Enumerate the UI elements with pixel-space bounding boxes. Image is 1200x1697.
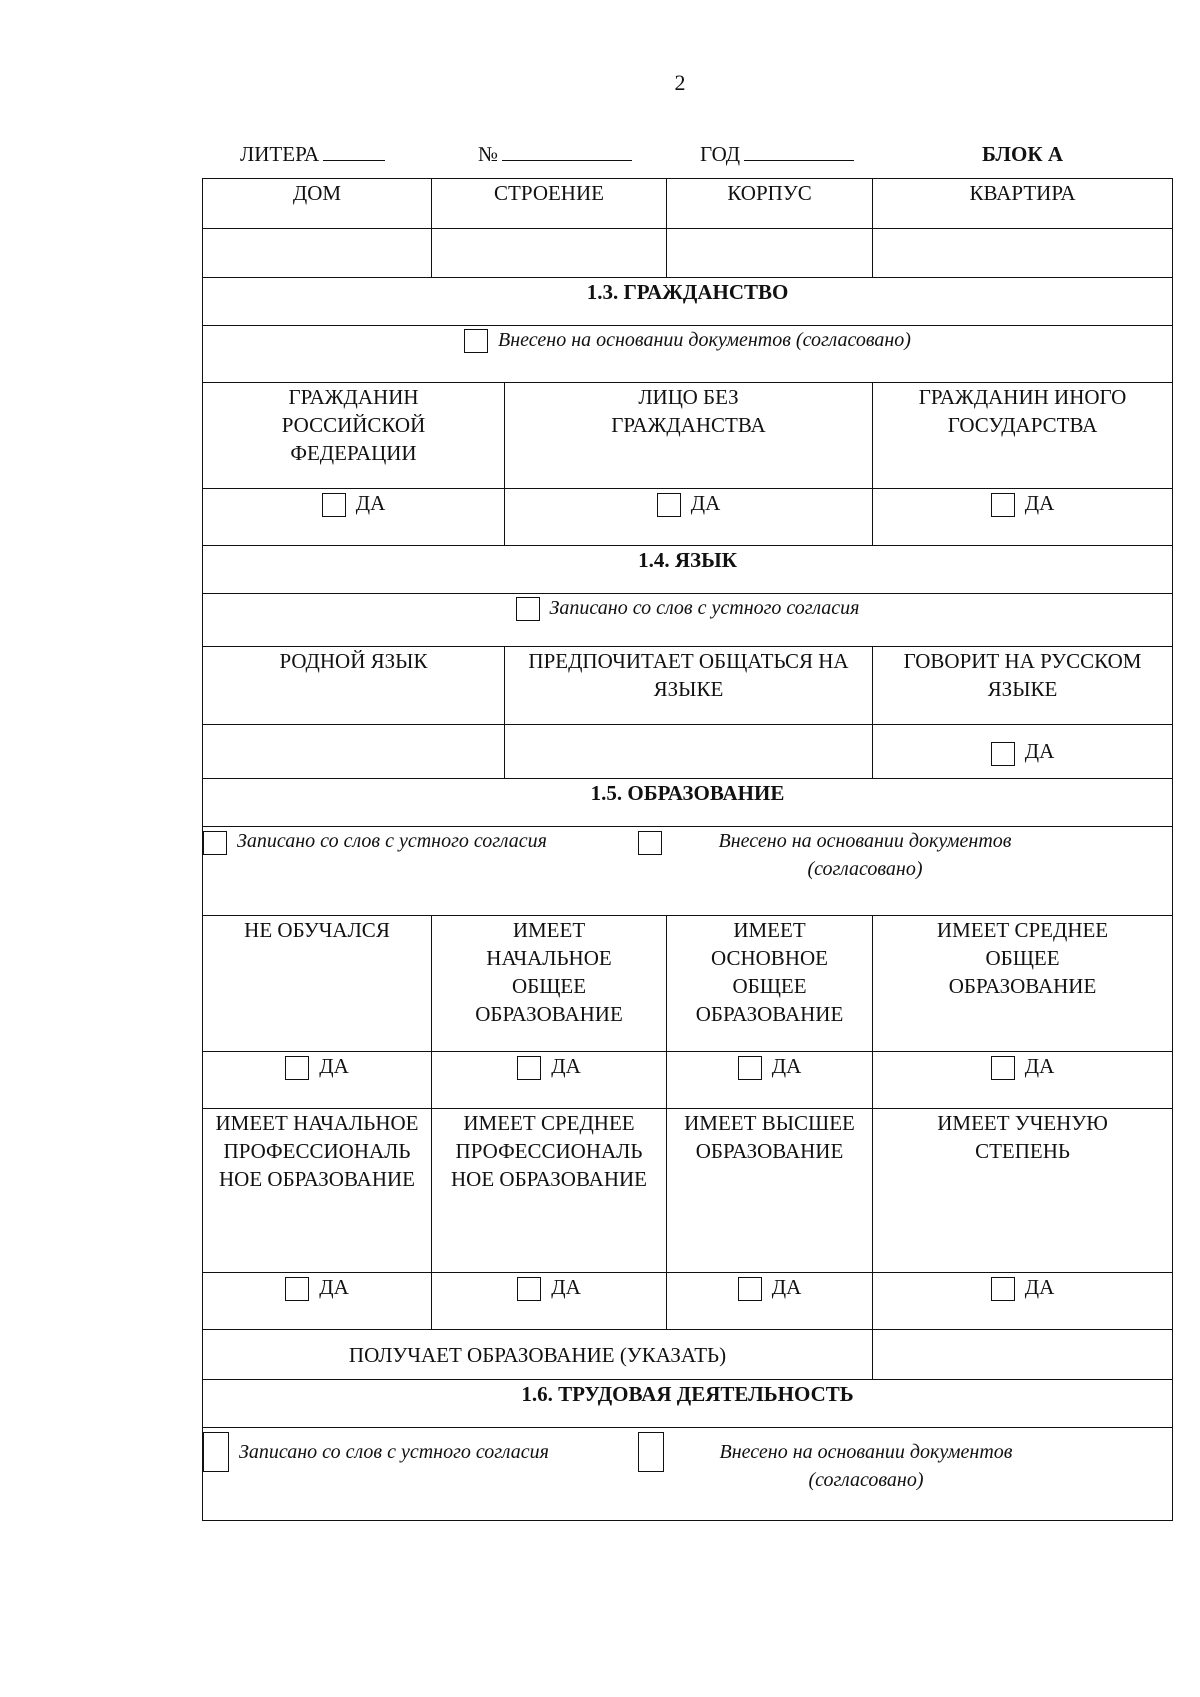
yes-label: ДА <box>319 1054 349 1078</box>
employment-oral-checkbox[interactable] <box>203 1432 229 1472</box>
col-building: СТРОЕНИЕ <box>432 179 667 229</box>
native-language-header: РОДНОЙ ЯЗЫК <box>203 647 505 725</box>
block-label: БЛОК А <box>982 142 1063 166</box>
citizenship-docs-checkbox[interactable] <box>464 329 488 353</box>
edu-academic-degree-checkbox[interactable] <box>991 1277 1015 1301</box>
preferred-language-label: ПРЕДПОЧИТАЕТ ОБЩАТЬСЯ НА ЯЗЫКЕ <box>528 649 849 701</box>
edu-academic-degree-label: ИМЕЕТ УЧЕНУЮ СТЕПЕНЬ <box>937 1111 1108 1163</box>
yes-label: ДА <box>1024 491 1055 515</box>
yes-label: ДА <box>690 491 721 515</box>
employment-note-docs: Внесено на основании документов (согласовано) <box>719 1441 1013 1491</box>
citizenship-note-text: Внесено на основании документов (согласовано) <box>498 329 911 351</box>
edu-secondary-general <box>873 916 1173 1052</box>
language-note-text: Записано со слов с устного согласия <box>549 597 860 619</box>
edu-academic-degree-yes <box>873 1273 1173 1330</box>
edu-none-checkbox[interactable] <box>285 1056 309 1080</box>
employment-docs-checkbox[interactable] <box>638 1432 664 1472</box>
language-note-row <box>203 594 1173 647</box>
number-label <box>478 142 632 167</box>
speaks-russian-header <box>873 647 1173 725</box>
edu-primary-general-yes <box>432 1052 667 1109</box>
edu-higher-checkbox[interactable] <box>738 1277 762 1301</box>
page-number: 2 <box>674 70 686 95</box>
stateless-checkbox[interactable] <box>657 493 681 517</box>
edu-none: НЕ ОБУЧАЛСЯ <box>203 916 432 1052</box>
yes-label: ДА <box>551 1275 581 1299</box>
yes-label: ДА <box>1024 739 1055 764</box>
receiving-education-label: ПОЛУЧАЕТ ОБРАЗОВАНИЕ (УКАЗАТЬ) <box>203 1330 873 1380</box>
yes-label: ДА <box>1024 1275 1055 1299</box>
edu-primary-general-label: ИМЕЕТ НАЧАЛЬНОЕ ОБЩЕЕ ОБРАЗОВАНИЕ <box>475 918 623 1026</box>
option-russian-citizen <box>203 383 505 489</box>
education-note-docs: Внесено на основании документов (согласовано) <box>718 830 1012 880</box>
edu-academic-degree <box>873 1109 1173 1273</box>
yes-label: ДА <box>771 1054 802 1078</box>
edu-higher-label: ИМЕЕТ ВЫСШЕЕ ОБРАЗОВАНИЕ <box>684 1111 855 1163</box>
section-education-title: 1.5. ОБРАЗОВАНИЕ <box>203 779 1173 827</box>
yes-label: ДА <box>355 491 386 515</box>
edu-basic-general-label: ИМЕЕТ ОСНОВНОЕ ОБЩЕЕ ОБРАЗОВАНИЕ <box>695 918 844 1026</box>
section-employment-title: 1.6. ТРУДОВАЯ ДЕЯТЕЛЬНОСТЬ <box>203 1380 1173 1428</box>
year-field[interactable] <box>744 142 854 161</box>
col-apartment: КВАРТИРА <box>873 179 1173 229</box>
russian-citizen-yes <box>203 489 505 546</box>
house-field[interactable] <box>203 229 432 278</box>
yes-label: ДА <box>319 1275 349 1299</box>
section-language-title: 1.4. ЯЗЫК <box>203 546 1173 594</box>
edu-secondary-general-label: ИМЕЕТ СРЕДНЕЕ ОБЩЕЕ ОБРАЗОВАНИЕ <box>936 918 1109 998</box>
edu-higher <box>667 1109 873 1273</box>
edu-primary-vocational-checkbox[interactable] <box>285 1277 309 1301</box>
edu-secondary-general-yes <box>873 1052 1173 1109</box>
employment-note-row <box>203 1428 1173 1521</box>
foreign-citizen-checkbox[interactable] <box>991 493 1015 517</box>
number-text: № <box>478 142 499 166</box>
yes-label: ДА <box>771 1275 802 1299</box>
number-field[interactable] <box>502 142 632 161</box>
language-oral-checkbox[interactable] <box>516 597 540 621</box>
edu-primary-vocational-yes <box>203 1273 432 1330</box>
edu-basic-general-yes <box>667 1052 873 1109</box>
litera-field[interactable] <box>323 142 385 161</box>
option-stateless <box>505 383 873 489</box>
litera-label <box>240 142 385 167</box>
col-house: ДОМ <box>203 179 432 229</box>
edu-primary-general <box>432 916 667 1052</box>
receiving-education-field[interactable] <box>873 1330 1173 1380</box>
option-stateless-label: ЛИЦО БЕЗ ГРАЖДАНСТВА <box>611 385 766 437</box>
edu-secondary-vocational-yes <box>432 1273 667 1330</box>
education-note-row <box>203 827 1173 916</box>
option-russian-citizen-label: ГРАЖДАНИН РОССИЙСКОЙ ФЕДЕРАЦИИ <box>281 385 426 465</box>
col-block: КОРПУС <box>667 179 873 229</box>
edu-basic-general-checkbox[interactable] <box>738 1056 762 1080</box>
citizenship-note-row <box>203 326 1173 383</box>
preferred-language-field[interactable] <box>505 725 873 779</box>
speaks-russian-yes <box>873 725 1173 779</box>
building-field[interactable] <box>432 229 667 278</box>
education-docs-checkbox[interactable] <box>638 831 662 855</box>
edu-primary-vocational: ИМЕЕТ НАЧАЛЬНОЕ ПРОФЕССИОНАЛЬ НОЕ ОБРАЗОВАНИЕ <box>203 1109 432 1273</box>
native-language-field[interactable] <box>203 725 505 779</box>
speaks-russian-label: ГОВОРИТ НА РУССКОМ ЯЗЫКЕ <box>903 649 1142 701</box>
edu-basic-general <box>667 916 873 1052</box>
litera-text: ЛИТЕРА <box>240 142 320 166</box>
option-foreign-citizen-label: ГРАЖДАНИН ИНОГО ГОСУДАРСТВА <box>918 385 1127 437</box>
year-text: ГОД <box>700 142 741 166</box>
education-note-oral: Записано со слов с устного согласия <box>237 830 547 852</box>
yes-label: ДА <box>551 1054 581 1078</box>
block-field[interactable] <box>667 229 873 278</box>
edu-secondary-vocational: ИМЕЕТ СРЕДНЕЕ ПРОФЕССИОНАЛЬ НОЕ ОБРАЗОВАНИЕ <box>432 1109 667 1273</box>
edu-primary-general-checkbox[interactable] <box>517 1056 541 1080</box>
census-form-table <box>202 178 1173 1521</box>
foreign-citizen-yes <box>873 489 1173 546</box>
apartment-field[interactable] <box>873 229 1173 278</box>
edu-higher-yes <box>667 1273 873 1330</box>
stateless-yes <box>505 489 873 546</box>
preferred-language-header <box>505 647 873 725</box>
section-citizenship-title: 1.3. ГРАЖДАНСТВО <box>203 278 1173 326</box>
education-oral-checkbox[interactable] <box>203 831 227 855</box>
edu-secondary-vocational-checkbox[interactable] <box>517 1277 541 1301</box>
russian-citizen-checkbox[interactable] <box>322 493 346 517</box>
employment-note-oral: Записано со слов с устного согласия <box>239 1441 549 1463</box>
speaks-russian-checkbox[interactable] <box>991 742 1015 766</box>
edu-none-yes <box>203 1052 432 1109</box>
option-foreign-citizen <box>873 383 1173 489</box>
edu-secondary-general-checkbox[interactable] <box>991 1056 1015 1080</box>
year-label <box>700 142 854 167</box>
yes-label: ДА <box>1024 1054 1055 1078</box>
